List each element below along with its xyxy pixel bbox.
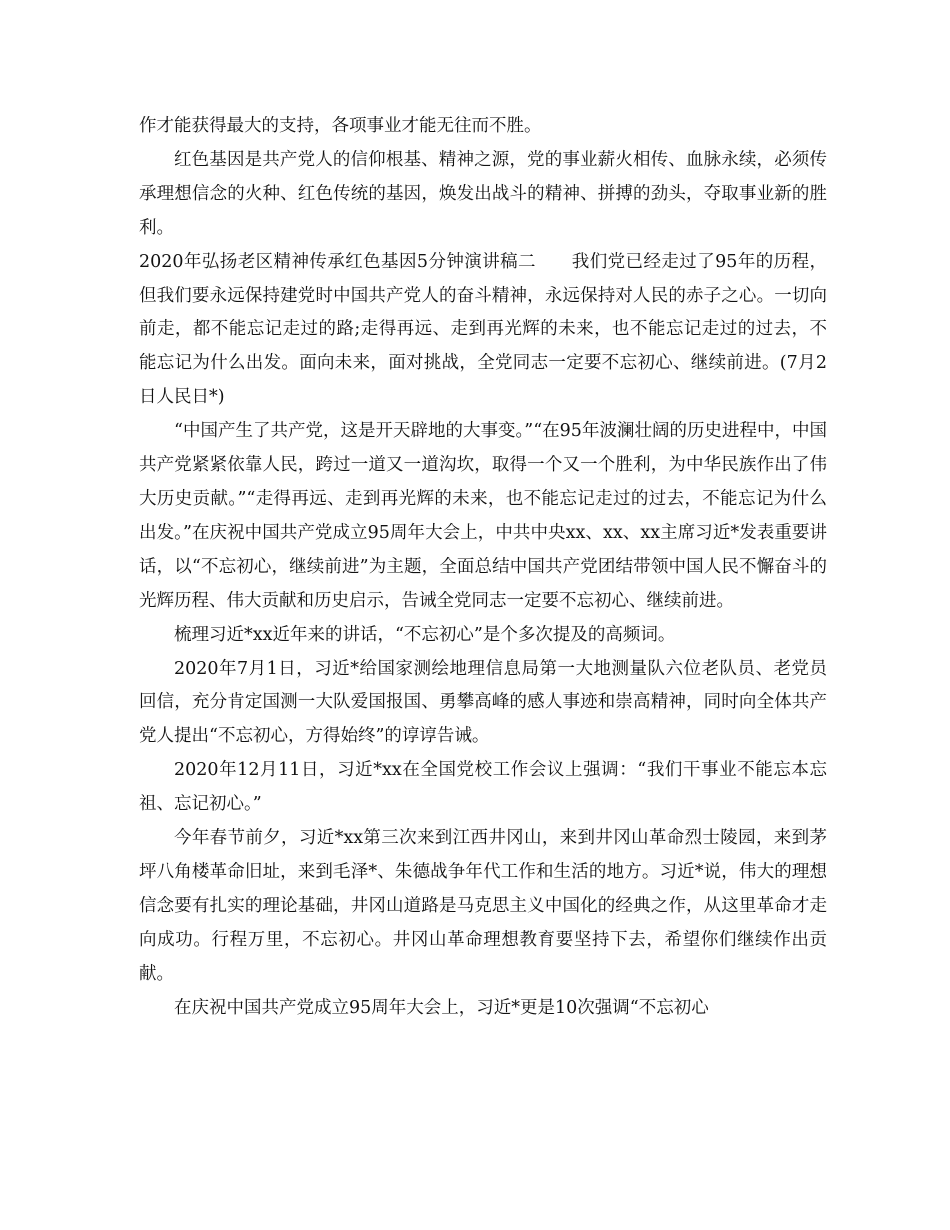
- paragraph-3: 2020年弘扬老区精神传承红色基因5分钟演讲稿二 我们党已经走过了95年的历程，但我们要永远保持建党时中国共产党人的奋斗精神，永远保持对人民的赤子之心。一切向前走，都不能忘记走过的路;走得再远、走到再光辉的未来，也不能忘记走过的过去，不能忘记为什么出发。面向未来，面对挑战，全党同志一定要不忘初心、继续前进。(7月2日人民日*): [139, 251, 827, 408]
- document-body: [139, 110, 827, 1025]
- paragraph-5: 梳理习近*xx近年来的讲话，“不忘初心”是个多次提及的高频词。: [174, 624, 676, 645]
- paragraph-4: “中国产生了共产党，这是开天辟地的大事变。”“在95年波澜壮阔的历史进程中，中国共产党紧紧依靠人民，跨过一道又一道沟坎，取得一个又一个胜利，为中华民族作出了伟大历史贡献。”“走得再远、走到再光辉的未来，也不能忘记走过的过去，不能忘记为什么出发。”在庆祝中国共产党成立95周年大会上，中共中央xx、xx、xx主席习近*发表重要讲话，以“不忘初心，继续前进”为主题，全面总结中国共产党团结带领中国人民不懈奋斗的光辉历程、伟大贡献和历史启示，告诫全党同志一定要不忘初心、继续前进。: [139, 421, 827, 611]
- paragraph-9: 在庆祝中国共产党成立95周年大会上，习近*更是10次强调“不忘初心: [174, 997, 709, 1018]
- paragraph-2: 红色基因是共产党人的信仰根基、精神之源，党的事业薪火相传、血脉永续，必须传承理想信念的火种、红色传统的基因，焕发出战斗的精神、拼搏的劲头，夺取事业新的胜利。: [139, 149, 827, 238]
- paragraph-6: 2020年7月1日，习近*给国家测绘地理信息局第一大地测量队六位老队员、老党员回信，充分肯定国测一大队爱国报国、勇攀高峰的感人事迹和崇高精神，同时向全体共产党人提出“不忘初心，方得始终”的谆谆告诫。: [139, 658, 827, 747]
- paragraph-1: 作才能获得最大的支持，各项事业才能无往而不胜。: [139, 116, 542, 136]
- paragraph-8: 今年春节前夕，习近*xx第三次来到江西井冈山，来到井冈山革命烈士陵园，来到茅坪八角楼革命旧址，来到毛泽*、朱德战争年代工作和生活的地方。习近*说，伟大的理想信念要有扎实的理论基础，井冈山道路是马克思主义中国化的经典之作，从这里革命才走向成功。行程万里，不忘初心。井冈山革命理想教育要坚持下去，希望你们继续作出贡献。: [139, 828, 827, 984]
- paragraph-7: 2020年12月11日，习近*xx在全国党校工作会议上强调：“我们干事业不能忘本忘祖、忘记初心。”: [139, 760, 827, 815]
